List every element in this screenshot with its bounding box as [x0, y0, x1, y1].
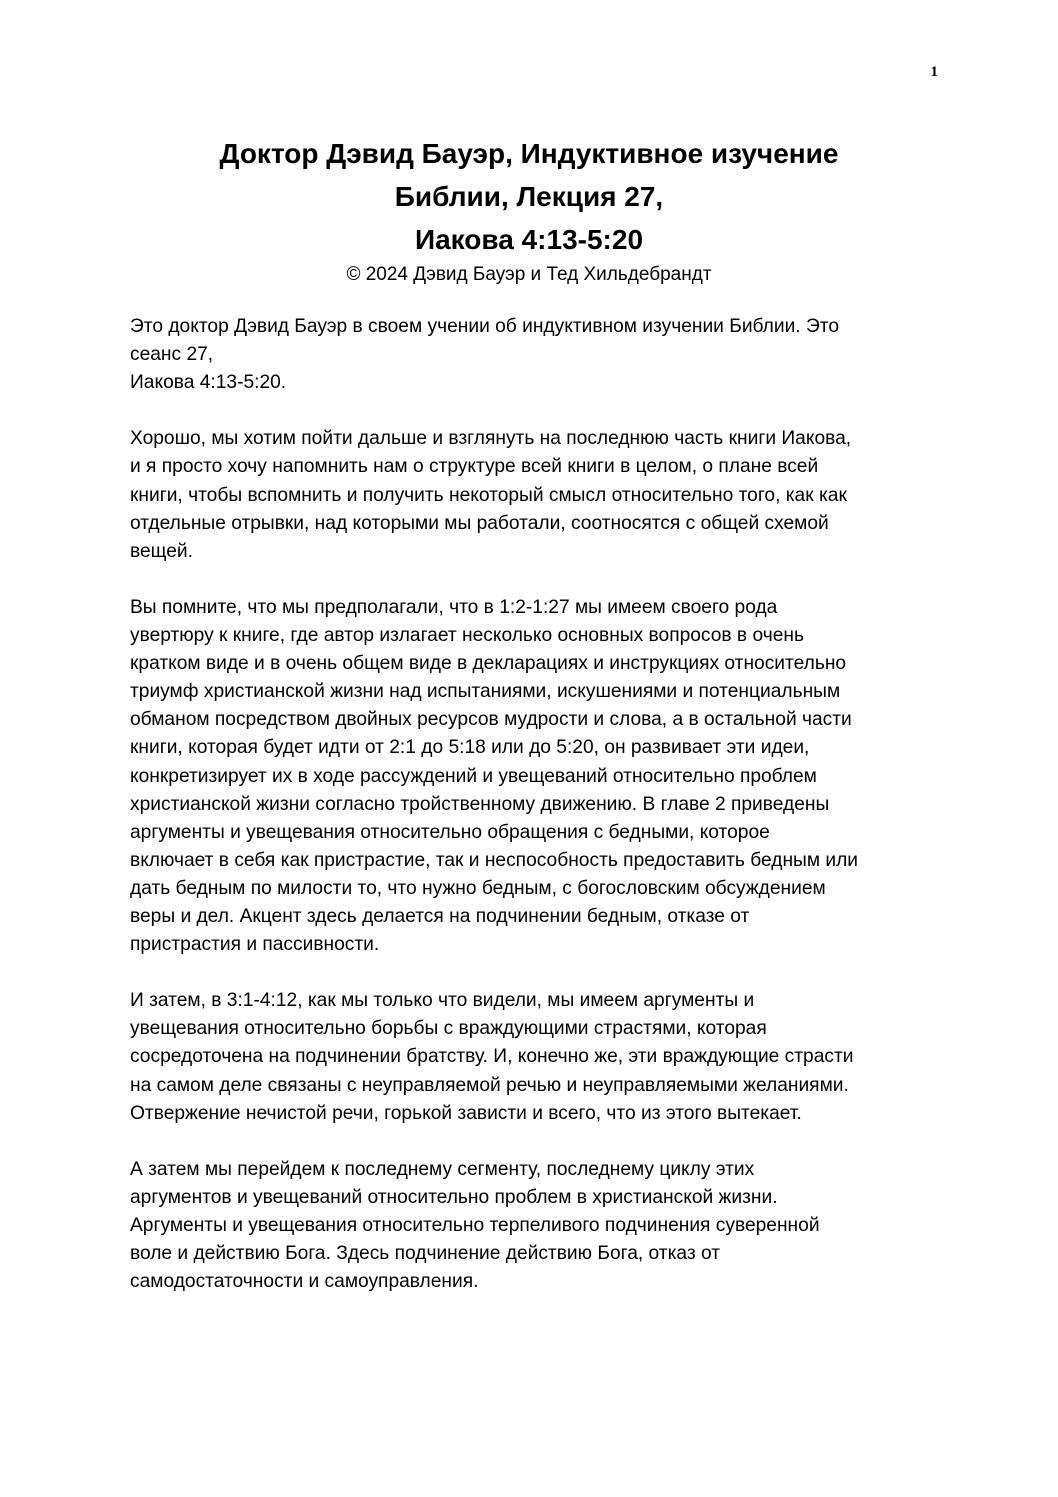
document-body	[130, 313, 930, 1324]
text-line: А затем мы перейдем к последнему сегменту, последнему циклу этих	[130, 1158, 755, 1180]
text-line: отдельные отрывки, над которыми мы работали, соотносятся с общей схемой	[130, 512, 829, 534]
text-line: Отвержение нечистой речи, горькой зависти и всего, что из этого вытекает.	[130, 1102, 802, 1124]
text-line: аргументов и увещеваний относительно проблем в христианской жизни.	[130, 1186, 778, 1208]
paragraph	[130, 1156, 930, 1296]
page-number: 1	[930, 64, 938, 80]
paragraph	[130, 313, 930, 397]
text-line: сеанс 27,	[130, 344, 214, 366]
text-line: Вы помните, что мы предполагали, что в 1:2-1:27 мы имеем своего рода	[130, 596, 778, 618]
text-line: обманом посредством двойных ресурсов мудрости и слова, а в остальной части	[130, 709, 852, 731]
text-line: и я просто хочу напомнить нам о структуре всей книги в целом, о плане всей	[130, 456, 819, 478]
text-line: триумф христианской жизни над испытаниями, искушениями и потенциальным	[130, 681, 841, 703]
text-line: конкретизирует их в ходе рассуждений и увещеваний относительно проблем	[130, 765, 817, 787]
text-line: книги, чтобы вспомнить и получить некоторый смысл относительно того, как как	[130, 484, 847, 506]
text-line: увещевания относительно борьбы с враждующими страстями, которая	[130, 1018, 767, 1040]
text-line: Аргументы и увещевания относительно терпеливого подчинения суверенной	[130, 1215, 820, 1236]
paragraph	[130, 425, 930, 565]
text-line: христианской жизни согласно тройственному движению. В главе 2 приведены	[130, 793, 830, 815]
text-line: включает в себя как пристрастие, так и неспособность предоставить бедным или	[130, 849, 858, 871]
text-line: аргументы и увещевания относительно обращения с бедными, которое	[130, 821, 770, 843]
paragraph	[130, 594, 930, 959]
text-line: Хорошо, мы хотим пойти дальше и взглянуть на последнюю часть книги Иакова,	[130, 428, 852, 450]
text-line: самодостаточности и самоуправления.	[130, 1271, 479, 1293]
title-line-1: Доктор Дэвид Бауэр, Индуктивное изучение	[219, 138, 839, 169]
text-line: Иакова 4:13-5:20.	[130, 372, 287, 394]
text-line: сосредоточена на подчинении братству. И, конечно же, эти враждующие страсти	[130, 1046, 854, 1068]
text-line: вещей.	[130, 540, 193, 562]
text-line: веры и дел. Акцент здесь делается на подчинении бедным, отказе от	[130, 905, 750, 927]
text-line: Это доктор Дэвид Бауэр в своем учении об индуктивном изучении Библии. Это	[130, 316, 839, 337]
title-line-3: Иакова 4:13-5:20	[414, 224, 644, 255]
text-line: кратком виде и в очень общем виде в декларациях и инструкциях относительно	[130, 653, 847, 675]
text-line: дать бедным по милости то, что нужно бедным, с богословским обсуждением	[130, 877, 826, 899]
paragraph	[130, 987, 930, 1127]
title-line-2: Библии, Лекция 27,	[394, 181, 664, 212]
text-line: И затем, в 3:1-4:12, как мы только что видели, мы имеем аргументы и	[130, 990, 755, 1012]
text-line: увертюру к книге, где автор излагает несколько основных вопросов в очень	[130, 625, 804, 647]
text-line: на самом деле связаны с неуправляемой речью и неуправляемыми желаниями.	[130, 1074, 849, 1096]
text-line: пристрастия и пассивности.	[130, 934, 380, 956]
text-line: книги, которая будет идти от 2:1 до 5:18 или до 5:20, он развивает эти идеи,	[130, 737, 810, 759]
copyright-line: © 2024 Дэвид Бауэр и Тед Хильдебрандт	[346, 264, 712, 285]
document-header	[100, 132, 958, 289]
text-line: воле и действию Бога. Здесь подчинение действию Бога, отказ от	[130, 1243, 721, 1265]
